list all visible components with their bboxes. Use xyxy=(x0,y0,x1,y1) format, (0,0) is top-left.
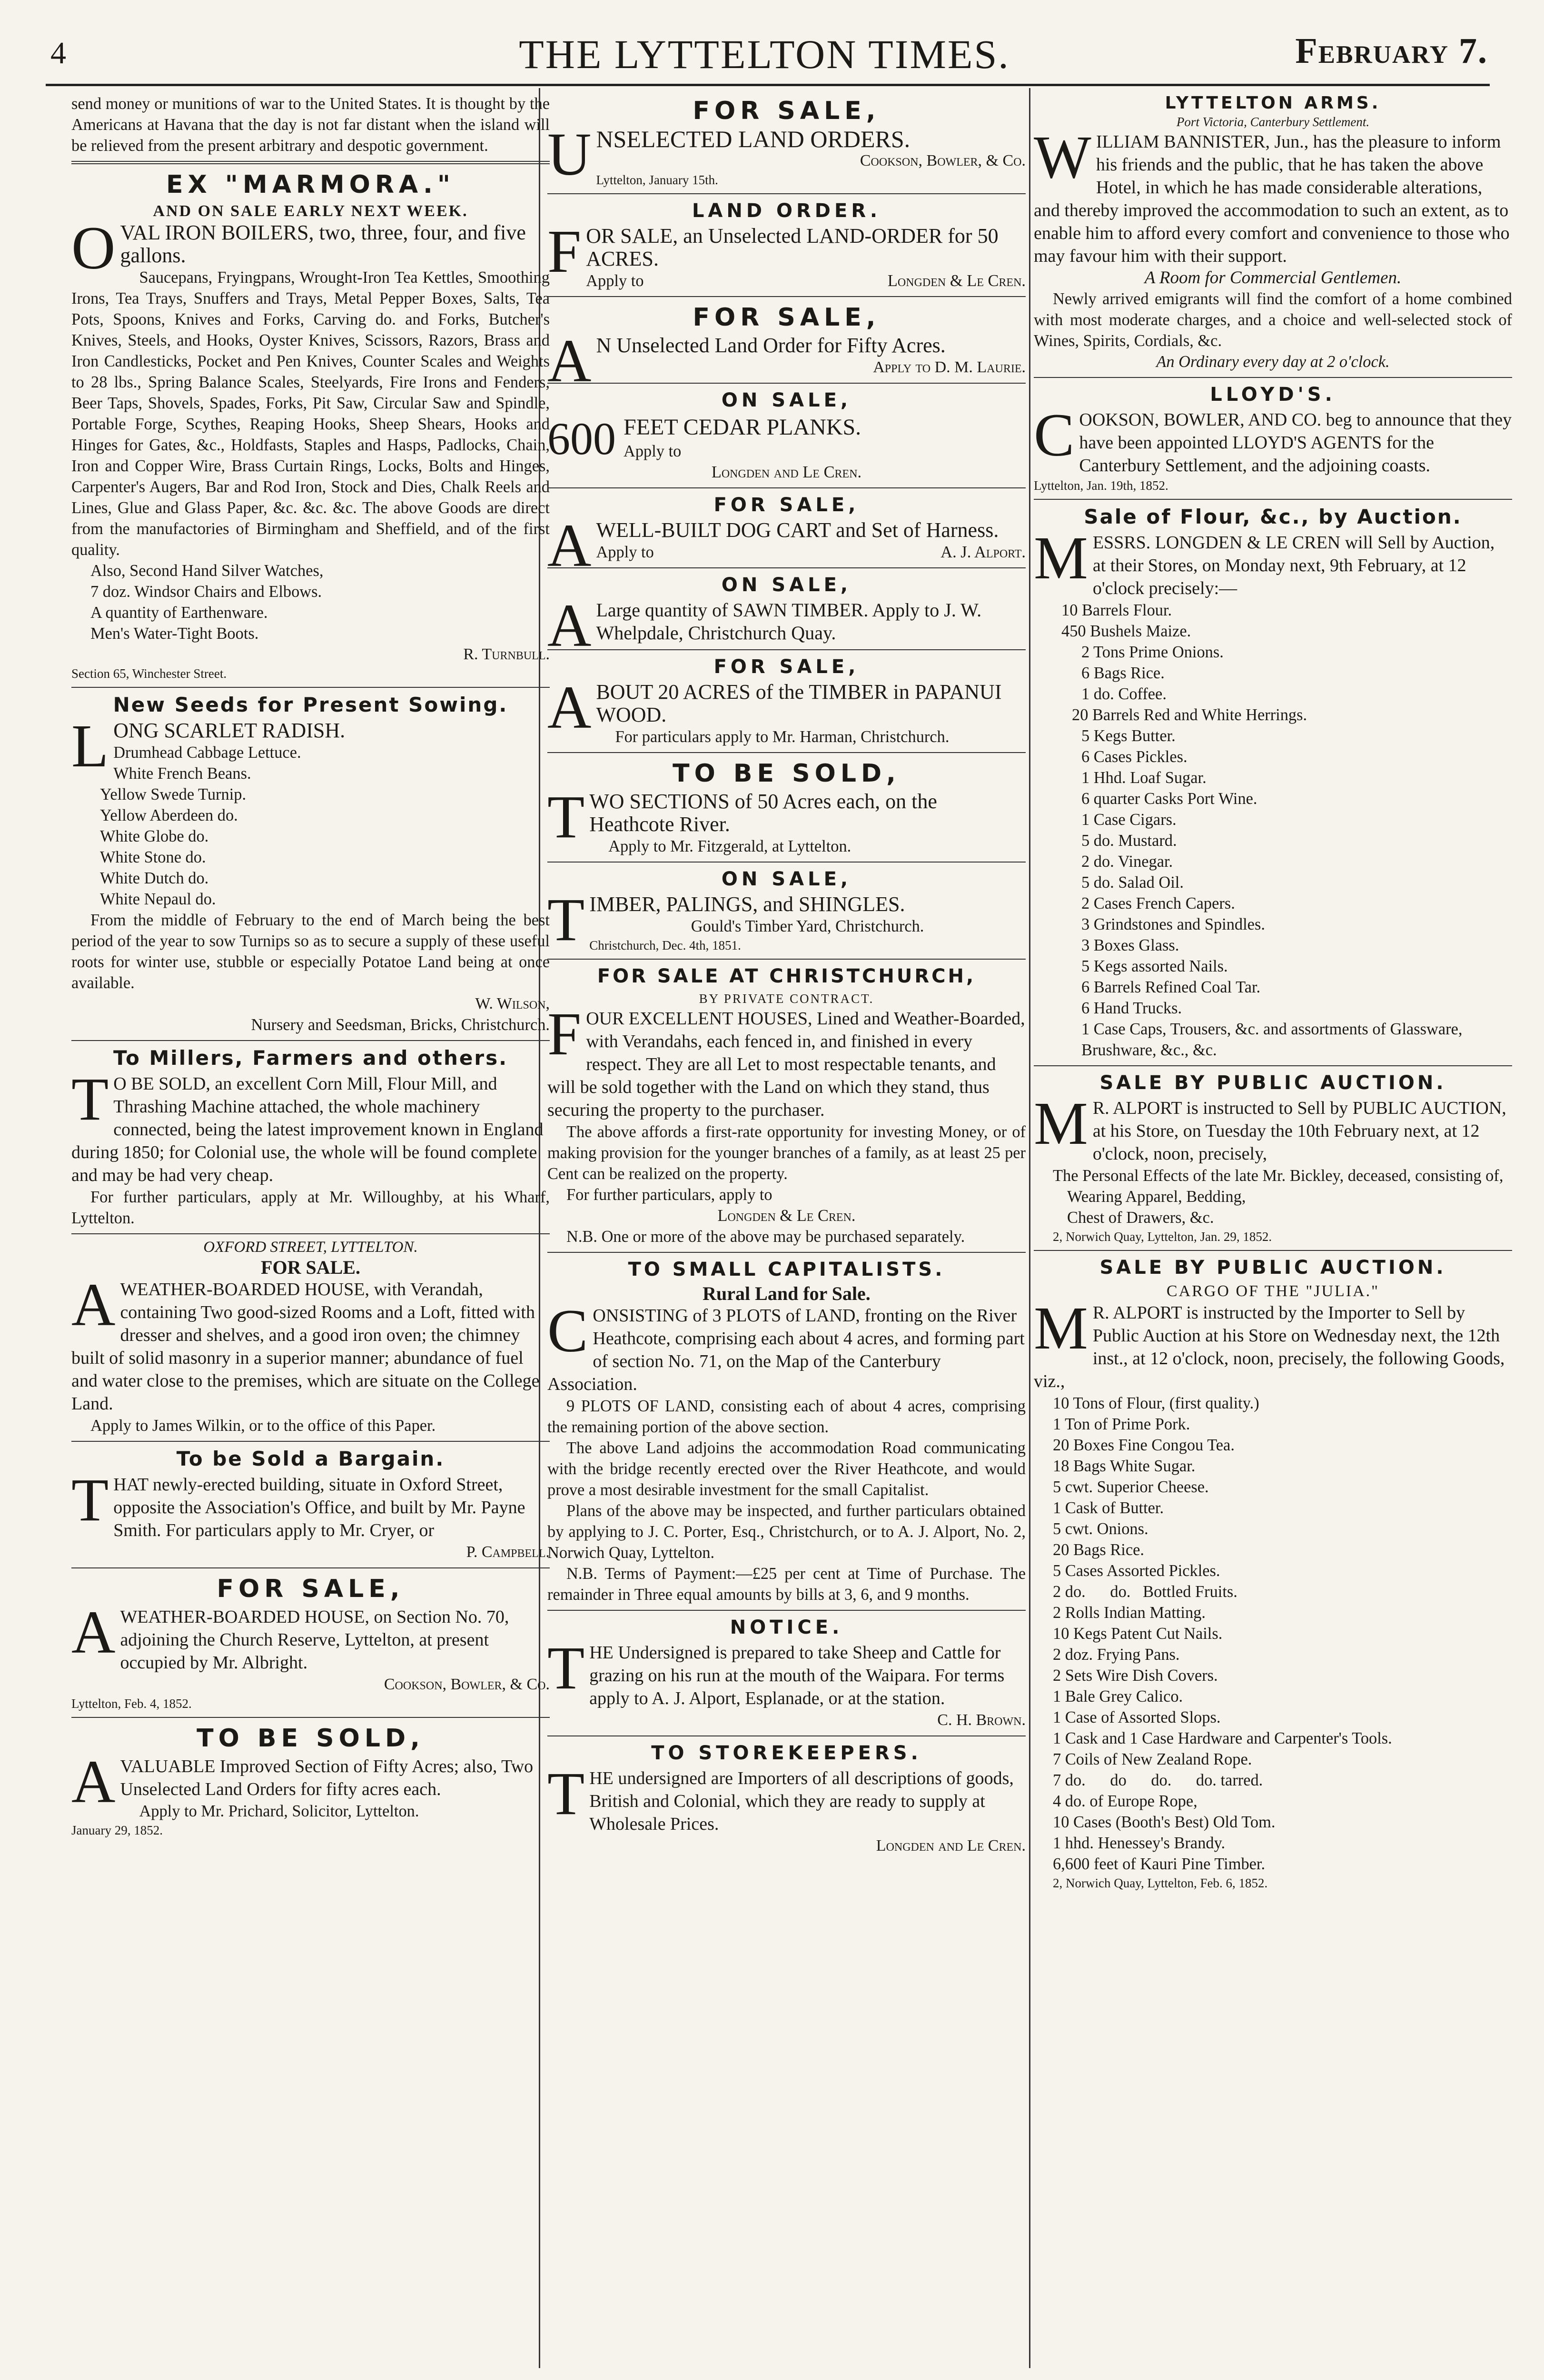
lot-item: 450 Bushels Maize. xyxy=(1061,622,1191,640)
seed-item: White Nepaul do. xyxy=(100,890,216,908)
advert-opening: COOKSON, BOWLER, AND CO. beg to announce that they have been appointed LLOYD'S AGENTS for the Canterbury Settlement, and the adjoining coasts. xyxy=(1034,401,1512,476)
advert-storekeepers xyxy=(547,1736,1026,1861)
advert-heading: LLOYD'S. xyxy=(1210,384,1336,406)
advert-body: Apply to James Wilkin, or to the office of this Paper. xyxy=(90,1417,436,1435)
lot-item: 6 quarter Casks Port Wine. xyxy=(1081,790,1257,808)
advert-heading: TO BE SOLD, xyxy=(197,1724,425,1753)
advert-heading: NOTICE. xyxy=(730,1616,843,1638)
lot-item: 1 Bale Grey Calico. xyxy=(1053,1687,1183,1706)
advert-heading: SALE BY PUBLIC AUCTION. xyxy=(1099,1072,1446,1094)
advert-lloyds xyxy=(1034,378,1512,500)
advert-body: The Personal Effects of the late Mr. Bickley, deceased, consisting of, xyxy=(1053,1167,1504,1185)
advert-opening: FEET CEDAR PLANKS. xyxy=(624,415,861,440)
advert-oxford-street xyxy=(71,1234,550,1442)
advert-signature: R. Turnbull. xyxy=(463,645,550,663)
lot-item: 6 Hand Trucks. xyxy=(1081,999,1182,1017)
lot-item: Wearing Apparel, Bedding, xyxy=(1067,1188,1246,1206)
advert-heading: FOR SALE AT CHRISTCHURCH, xyxy=(597,965,976,987)
seed-item: White Dutch do. xyxy=(100,869,209,887)
advert-body: The above affords a first-rate opportunity for investing Money, or of making provision for the younger branches of a family, as at least 25 per Cent can be realized on the property. xyxy=(547,1123,1026,1183)
lot-item: 10 Kegs Patent Cut Nails. xyxy=(1053,1625,1223,1643)
advert-opening: MESSRS. LONGDEN & LE CREN will Sell by Auction, at their Stores, on Monday next, 9th February, at 12 o'clock precisely:— xyxy=(1034,524,1495,598)
advert-body: The above Land adjoins the accommodation Road communicating with the bridge recently erected over the River Heathcote, and would prove a most desirable investment for the small Capitalist. xyxy=(547,1439,1026,1499)
lot-item: 1 Cask and 1 Case Hardware and Carpenter's Tools. xyxy=(1053,1729,1392,1747)
advert-body: For further particulars, apply to xyxy=(566,1186,772,1204)
article-text: send money or munitions of war to the United States. It is thought by the Americans at Havana that the day is not far distant when the island will be relieved from the present arbitrary and despotic government. xyxy=(71,95,550,155)
advert-body: For further particulars, apply at Mr. Willoughby, at his Wharf, Lyttelton. xyxy=(71,1188,550,1227)
advert-heading: FOR SALE, xyxy=(713,494,860,516)
advert-signature: Cookson, Bowler, & Co. xyxy=(860,152,1026,169)
advert-body: Saucepans, Fryingpans, Wrought-Iron Tea Kettles, Smoothing Irons, Tea Trays, Snuffers and Trays, Metal Pepper Boxes, Salts, Tea Pots, Spoons, Knives and Forks, Carving do. and Forks, Butcher's Knives, Steels, and Hooks, Oyster Knives, Scissors, Razors, Brass and Iron Candlesticks, Pocket and Pen Knives, Counter Scales and Weights to 28 lbs., Spring Balance Scales, Steelyards, Fire Irons and Fenders, Beer Taps, Shovels, Spades, Forks, Pit Saw, Circular Saw and Spindle, Portable Forge, Scythes, Reaping Hooks, Sheep Shears, Hooks and Hinges for Gates, &c., Holdfasts, Staples and Hasps, Padlocks, Chain, Iron and Copper Wire, Brass Curtain Rings, Locks, Bolts and Hinges, Carpenter's Augers, Bar and Rod Iron, Stock and Dies, Chalk Reels and Lines, Glue and Glass Paper, &c. &c. &c. The above Goods are direct from the manufactories of Birmingham and Sheffield, and of the first quality. xyxy=(71,268,550,559)
advert-date: Lyttelton, January 15th. xyxy=(596,173,718,187)
advert-signature: Longden and Le Cren. xyxy=(876,1837,1026,1854)
advert-opening: WILLIAM BANNISTER, Jun., has the pleasure to inform his friends and the public, that he has taken the above Hotel, in which he has made considerable alterations, and thereby improved the accommodation to such an extent, as to enable him to afford every comfort and convenience to those who may favour him with their support. xyxy=(1034,123,1510,266)
newspaper-title: THE LYTTELTON TIMES. xyxy=(519,31,1010,77)
advert-heading: FOR SALE, xyxy=(713,656,860,678)
seed-item: White French Beans. xyxy=(113,764,251,783)
advert-heading: FOR SALE, xyxy=(693,303,881,332)
advert-signature: Cookson, Bowler, & Co. xyxy=(384,1676,550,1693)
advert-land-orders xyxy=(547,90,1026,194)
advert-date: Lyttelton, Feb. 4, 1852. xyxy=(71,1696,192,1711)
advert-body: Apply to Mr. Prichard, Solicitor, Lyttelton. xyxy=(139,1802,419,1820)
advert-subheading: CARGO OF THE "JULIA." xyxy=(1166,1282,1380,1300)
lot-item: 1 Ton of Prime Pork. xyxy=(1053,1415,1190,1433)
advert-heading: TO STOREKEEPERS. xyxy=(651,1742,922,1764)
advert-christchurch-houses xyxy=(547,960,1026,1253)
advert-signature: C. H. Brown. xyxy=(937,1711,1026,1729)
lot-item: 10 Tons of Flour, (first quality.) xyxy=(1053,1394,1259,1412)
advert-flour-auction xyxy=(1034,500,1512,1066)
article-continuation xyxy=(71,90,550,164)
lot-item: 3 Grindstones and Spindles. xyxy=(1081,915,1265,933)
advert-bargain xyxy=(71,1442,550,1568)
lot-item: 2 Rolls Indian Matting. xyxy=(1053,1604,1206,1622)
advert-body: 9 PLOTS OF LAND, consisting each of about 4 acres, comprising the remaining portion of the above section. xyxy=(547,1397,1026,1436)
lot-item: 5 do. Salad Oil. xyxy=(1081,873,1184,892)
lot-item: 10 Cases (Booth's Best) Old Tom. xyxy=(1053,1813,1276,1831)
lot-item: 2 do. Vinegar. xyxy=(1081,853,1173,871)
lot-item: 1 Case Caps, Trousers, &c. and assortments of Glassware, Brushware, &c., &c. xyxy=(1081,1020,1463,1059)
advert-body: Plans of the above may be inspected, and further particulars obtained by applying to J. C. Porter, Esq., Christchurch, or to A. J. Alport, No. 2, Norwich Quay, Lyttelton. xyxy=(547,1502,1026,1562)
advert-line: 7 doz. Windsor Chairs and Elbows. xyxy=(90,583,322,601)
lot-item: 10 Barrels Flour. xyxy=(1061,601,1172,619)
advert-address: Section 65, Winchester Street. xyxy=(71,666,227,681)
advert-signature: Longden and Le Cren. xyxy=(711,463,862,481)
column-divider xyxy=(1029,88,1030,2368)
lot-item: 5 Cases Assorted Pickles. xyxy=(1053,1562,1220,1580)
advert-date: January 29, 1852. xyxy=(71,1823,163,1837)
lot-item: 1 do. Coffee. xyxy=(1081,685,1167,703)
advert-note: An Ordinary every day at 2 o'clock. xyxy=(1156,353,1390,371)
advert-note: N.B. Terms of Payment:—£25 per cent at Time of Purchase. The remainder in Three equal amounts by bills at 3, 6, and 9 months. xyxy=(547,1565,1026,1604)
advert-signature: A. J. Alport. xyxy=(940,543,1026,561)
advert-subheading: AND ON SALE EARLY NEXT WEEK. xyxy=(153,202,468,220)
lot-item: 18 Bags White Sugar. xyxy=(1053,1457,1196,1475)
column-1 xyxy=(71,90,550,1844)
advert-heading: ON SALE, xyxy=(721,389,852,411)
advert-heading: ON SALE, xyxy=(721,574,852,596)
lot-item: 7 Coils of New Zealand Rope. xyxy=(1053,1750,1252,1768)
plank-quantity: 600 xyxy=(547,414,616,462)
masthead-rule xyxy=(46,84,1490,86)
advert-timber-palings xyxy=(547,863,1026,960)
lot-item: 2 Sets Wire Dish Covers. xyxy=(1053,1666,1218,1685)
advert-cedar-planks xyxy=(547,384,1026,488)
advert-papanui-wood xyxy=(547,650,1026,753)
advert-heading: SALE BY PUBLIC AUCTION. xyxy=(1099,1257,1446,1279)
advert-signature: Apply to D. M. Laurie. xyxy=(873,358,1026,376)
advert-land-order xyxy=(547,194,1026,297)
lot-item: 2 doz. Frying Pans. xyxy=(1053,1646,1180,1664)
advert-heading: LYTTELTON ARMS. xyxy=(1165,93,1381,113)
advert-small-capitalists xyxy=(547,1253,1026,1611)
advert-signature: Longden & Le Cren. xyxy=(717,1207,856,1225)
advert-heading: FOR SALE, xyxy=(217,1575,405,1603)
advert-signature: P. Campbell. xyxy=(466,1543,550,1561)
advert-opening: FOR SALE, an Unselected LAND-ORDER for 50 ACRES. xyxy=(547,218,999,285)
lot-item: 20 Boxes Fine Congou Tea. xyxy=(1053,1436,1235,1454)
advert-date: 2, Norwich Quay, Lyttelton, Feb. 6, 1852. xyxy=(1053,1876,1268,1890)
advert-body: Apply to Mr. Fitzgerald, at Lyttelton. xyxy=(608,837,851,855)
lot-item: 2 Cases French Capers. xyxy=(1081,894,1235,912)
seed-item: Drumhead Cabbage Lettuce. xyxy=(113,744,301,762)
advert-opening: UNSELECTED LAND ORDERS. xyxy=(547,120,911,188)
advert-signature: W. Wilson, xyxy=(475,995,550,1012)
advert-land-order-fifty xyxy=(547,297,1026,395)
lot-item: 6 Barrels Refined Coal Tar. xyxy=(1081,978,1261,996)
advert-heading: TO BE SOLD, xyxy=(673,759,901,788)
lot-item: 2 Tons Prime Onions. xyxy=(1081,643,1224,661)
column-2 xyxy=(547,90,1026,1861)
advert-opening: AWEATHER-BOARDED HOUSE, on Section No. 70, adjoining the Church Reserve, Lyttelton, at present occupied by Mr. Albright. xyxy=(71,1598,509,1673)
seed-item: Yellow Swede Turnip. xyxy=(100,785,247,803)
advert-apply: Apply to xyxy=(586,272,644,290)
advert-opening: THAT newly-erected building, situate in Oxford Street, opposite the Association's Office, and built by Mr. Payne Smith. For particulars apply to Mr. Cryer, or xyxy=(71,1466,525,1540)
advert-opening: LONG SCARLET RADISH. xyxy=(71,712,346,780)
advert-date: Christchurch, Dec. 4th, 1851. xyxy=(589,938,741,952)
lot-item: 5 Kegs assorted Nails. xyxy=(1081,957,1228,975)
advert-opening: TWO SECTIONS of 50 Acres each, on the Heathcote River. xyxy=(547,783,937,851)
advert-line: Men's Water-Tight Boots. xyxy=(90,625,259,643)
advert-lyttelton-arms xyxy=(1034,90,1512,378)
advert-opening: THE Undersigned is prepared to take Sheep and Cattle for grazing on his run at the mouth of the Waipara. For terms apply to A. J. Alport, Esplanade, or at the station. xyxy=(547,1634,1005,1708)
lot-item: 4 do. of Europe Rope, xyxy=(1053,1792,1198,1810)
advert-heading: To Millers, Farmers and others. xyxy=(113,1046,508,1070)
advert-heading: LAND ORDER. xyxy=(692,200,881,222)
advert-opening: MR. ALPORT is instructed to Sell by PUBLIC AUCTION, at his Store, on Tuesday the 10th February next, at 12 o'clock, noon, precisely, xyxy=(1034,1090,1506,1164)
advert-apply: Apply to xyxy=(596,543,654,561)
lot-item: 5 Kegs Butter. xyxy=(1081,727,1176,745)
advert-heading: FOR SALE, xyxy=(693,97,881,125)
advert-opening: TO BE SOLD, an excellent Corn Mill, Flour Mill, and Thrashing Machine attached, the whole machinery connected, being the latest improvement known in England during 1850; for Colonial use, the whole will be found complete and may be had very cheap. xyxy=(71,1065,544,1185)
advert-line: A quantity of Earthenware. xyxy=(90,604,268,622)
advert-body: For particulars apply to Mr. Harman, Christchurch. xyxy=(615,728,950,746)
lot-item: 5 cwt. Onions. xyxy=(1053,1520,1148,1538)
lot-item: 6 Cases Pickles. xyxy=(1081,748,1188,766)
lot-item: 6,600 feet of Kauri Pine Timber. xyxy=(1053,1855,1266,1873)
masthead xyxy=(41,25,1488,82)
advert-section-sale xyxy=(71,1718,550,1844)
advert-subheading: BY PRIVATE CONTRACT. xyxy=(699,992,874,1006)
advert-body: From the middle of February to the end of March being the best period of the year to sow Turnips so as to secure a supply of these useful roots for winter use, stubble or especially Potatoe Land being at once available. xyxy=(71,911,550,992)
advert-opening: THE undersigned are Importers of all descriptions of goods, British and Colonial, which they are ready to supply at Wholesale Prices. xyxy=(547,1760,1014,1834)
advert-opening: OVAL IRON BOILERS, two, three, four, and five gallons. xyxy=(71,214,526,282)
issue-date: February 7. xyxy=(1295,31,1488,71)
advert-heading: TO SMALL CAPITALISTS. xyxy=(628,1259,945,1280)
lot-item: 6 Bags Rice. xyxy=(1081,664,1165,682)
lot-item: 1 Cask of Butter. xyxy=(1053,1499,1164,1517)
advert-date: 2, Norwich Quay, Lyttelton, Jan. 29, 1852. xyxy=(1053,1230,1272,1244)
advert-body: Gould's Timber Yard, Christchurch. xyxy=(691,917,924,935)
advert-opening: AWEATHER-BOARDED HOUSE, with Verandah, containing Two good-sized Rooms and a Loft, fitted with dresser and shelves, and a good iron oven; the chimney built of solid masonry in a superior manner; abundance of fuel and water close to the premises, which are situate on the College Land. xyxy=(71,1271,540,1414)
lot-item: 1 Case Cigars. xyxy=(1081,811,1177,829)
advert-line: Also, Second Hand Silver Watches, xyxy=(90,562,324,580)
advert-opening: AN Unselected Land Order for Fifty Acres. xyxy=(547,327,946,395)
lot-item: 1 Hhd. Loaf Sugar. xyxy=(1081,769,1207,787)
advert-apply: Apply to xyxy=(624,442,682,460)
advert-notice xyxy=(547,1611,1026,1736)
advert-body: Newly arrived emigrants will find the comfort of a home combined with most moderate charges, and a choice and well-selected stock of Wines, Spirits, Cordials, &c. xyxy=(1034,290,1512,350)
column-3 xyxy=(1034,90,1512,1896)
advert-public-auction-julia xyxy=(1034,1251,1512,1896)
advert-subheading: Rural Land for Sale. xyxy=(703,1283,871,1304)
advert-heading: EX "MARMORA." xyxy=(166,170,455,199)
advert-heathcote-sections xyxy=(547,753,1026,863)
advert-opening: FOUR EXCELLENT HOUSES, Lined and Weather-Boarded, with Verandahs, each fenced in, and finished in every respect. They are all Let to most respectable tenants, and will be sold together with the Land on which they stand, thus securing the property to the purchaser. xyxy=(547,1000,1025,1120)
advert-note: N.B. One or more of the above may be purchased separately. xyxy=(566,1228,965,1246)
lot-item: 3 Boxes Glass. xyxy=(1081,936,1179,954)
advert-subheading: FOR SALE. xyxy=(261,1257,360,1278)
lot-item: 20 Barrels Red and White Herrings. xyxy=(1072,706,1307,724)
lot-item: Chest of Drawers, &c. xyxy=(1067,1209,1214,1227)
lot-item: 1 hhd. Henessey's Brandy. xyxy=(1053,1834,1226,1852)
advert-marmora xyxy=(71,164,550,688)
advert-sawn-timber xyxy=(547,568,1026,659)
seed-item: Yellow Aberdeen do. xyxy=(100,806,238,824)
lot-item: 5 cwt. Superior Cheese. xyxy=(1053,1478,1209,1496)
advert-signature-line: Nursery and Seedsman, Bricks, Christchurch. xyxy=(251,1016,550,1034)
advert-heading: ON SALE, xyxy=(721,868,852,890)
seed-item: White Globe do. xyxy=(100,827,209,845)
lot-item: 2 do. do. Bottled Fruits. xyxy=(1053,1583,1237,1601)
advert-opening: CONSISTING of 3 PLOTS of LAND, fronting on the River Heathcote, comprising each about 4 acres, and forming part of section No. 71, on the Map of the Canterbury Association. xyxy=(547,1297,1025,1394)
advert-opening: AVALUABLE Improved Section of Fifty Acres; also, Two Unselected Land Orders for fifty acres each. xyxy=(71,1748,534,1815)
advert-house-sale xyxy=(71,1568,550,1718)
advert-heading: New Seeds for Present Sowing. xyxy=(113,693,508,716)
page-number: 4 xyxy=(50,36,66,70)
advert-public-auction-bickley xyxy=(1034,1066,1512,1251)
advert-opening: AWELL-BUILT DOG CART and Set of Harness. xyxy=(547,512,999,579)
advert-dog-cart xyxy=(547,488,1026,579)
advert-date: Lyttelton, Jan. 19th, 1852. xyxy=(1034,478,1168,493)
advert-subheading: Port Victoria, Canterbury Settlement. xyxy=(1176,115,1370,129)
advert-opening: ABOUT 20 ACRES of the TIMBER in PAPANUI WOOD. xyxy=(547,674,1002,741)
lot-item: 1 Case of Assorted Slops. xyxy=(1053,1708,1221,1726)
advert-opening: ALarge quantity of SAWN TIMBER. Apply to J. W. Whelpdale, Christchurch Quay. xyxy=(547,592,982,659)
lot-item: 20 Bags Rice. xyxy=(1053,1541,1144,1559)
advert-heading: Sale of Flour, &c., by Auction. xyxy=(1084,505,1462,528)
advert-signature: Longden & Le Cren. xyxy=(887,272,1026,290)
lot-item: 5 do. Mustard. xyxy=(1081,832,1177,850)
advert-millers xyxy=(71,1041,550,1234)
seed-item: White Stone do. xyxy=(100,848,206,866)
advert-seeds xyxy=(71,688,550,1041)
advert-heading: OXFORD STREET, LYTTELTON. xyxy=(203,1239,418,1256)
lot-item: 7 do. do do. do. tarred. xyxy=(1053,1771,1263,1789)
advert-heading: To be Sold a Bargain. xyxy=(176,1447,445,1470)
advert-opening: TIMBER, PALINGS, and SHINGLES. xyxy=(547,886,905,953)
advert-highlight: A Room for Commercial Gentlemen. xyxy=(1144,268,1402,288)
advert-opening: MR. ALPORT is instructed by the Importer to Sell by Public Auction at his Store on Wednesday next, the 12th inst., at 12 o'clock, noon, precisely, the following Goods, viz., xyxy=(1034,1294,1505,1391)
